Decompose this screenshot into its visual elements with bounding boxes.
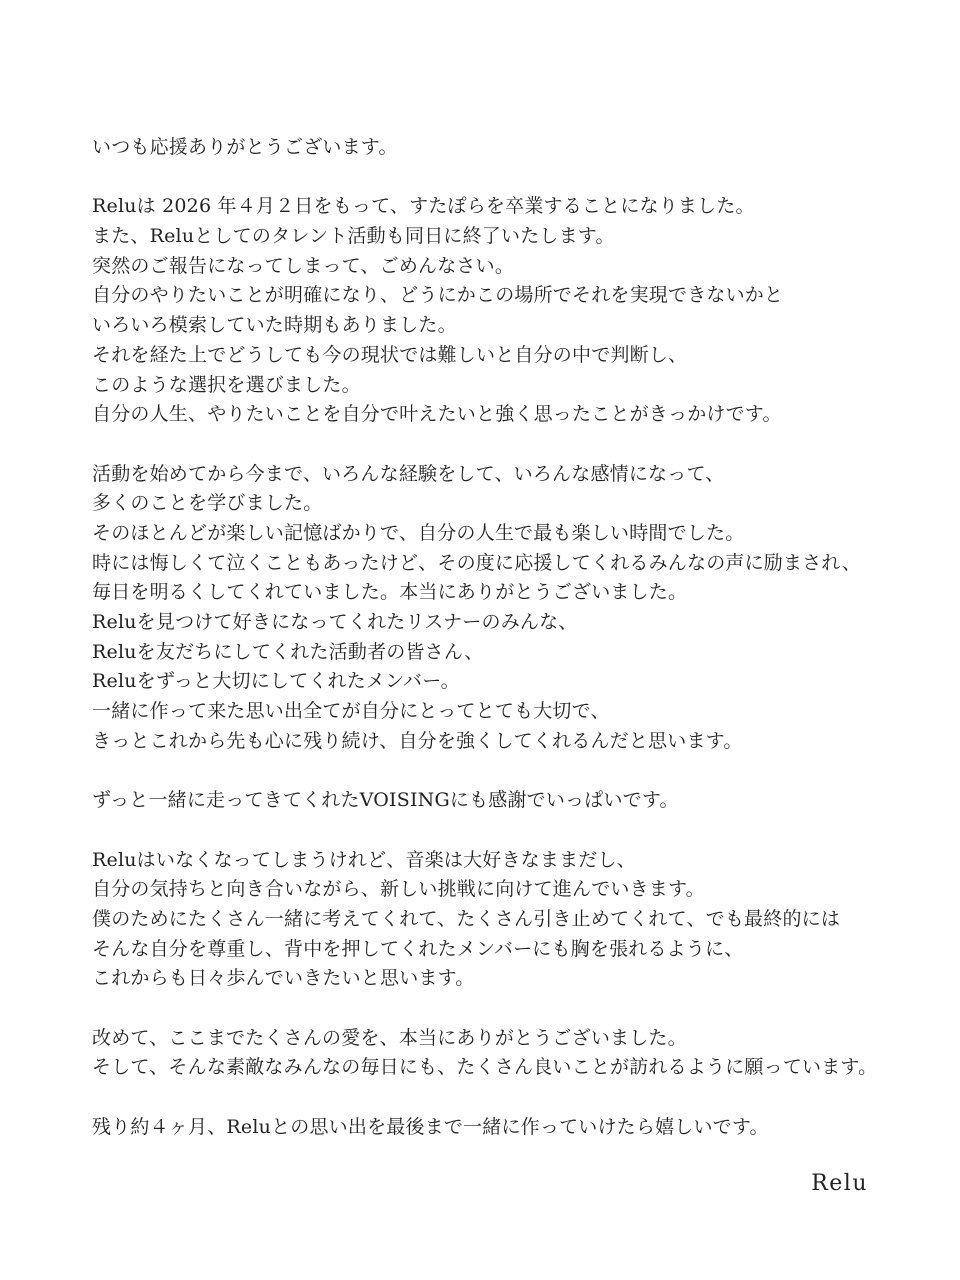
letter-line: そして、そんな素敵なみんなの毎日にも、たくさん良いことが訪れるように願っています。 (92, 1056, 878, 1079)
letter-line: そんな自分を尊重し、背中を押してくれたメンバーにも胸を張れるように、 (92, 937, 744, 960)
letter-line: 残り約４ヶ月、Reluとの思い出を最後まで一緒に作っていけたら嬉しいです。 (92, 1115, 769, 1138)
signature: Relu (811, 1171, 868, 1196)
letter-line: 一緒に作って来た思い出全てが自分にとってとても大切で、 (92, 700, 610, 723)
letter-body (92, 133, 912, 1142)
letter-line: このような選択を選びました。 (92, 373, 361, 396)
letter-line: それを経た上でどうしても今の現状では難しいと自分の中で判断し、 (92, 343, 688, 366)
letter-line: これからも日々歩んでいきたいと思います。 (92, 967, 475, 990)
letter-line: いつも応援ありがとうございます。 (92, 136, 398, 158)
letter-line: 自分のやりたいことが明確になり、どうにかこの場所でそれを実現できないかと (92, 284, 784, 307)
paragraph-announcement (92, 192, 912, 430)
letter-line: 多くのことを学びました。 (92, 492, 323, 515)
paragraph-gratitude (92, 1024, 912, 1083)
paragraph-closing (92, 1113, 912, 1143)
letter-line: 時には悔しくて泣くこともあったけど、その度に応援してくれるみんなの声に励まされ、 (92, 551, 861, 574)
paragraph-greeting (92, 133, 912, 163)
letter-line: 毎日を明るくしてくれていました。本当にありがとうございました。 (92, 581, 688, 604)
letter-line: 自分の気持ちと向き合いながら、新しい挑戦に向けて進んでいきます。 (92, 878, 705, 901)
letter-line: ずっと一緒に走ってきてくれたVOISINGにも感謝でいっぱいです。 (92, 789, 679, 812)
paragraph-memories (92, 460, 912, 757)
letter-line: きっとこれから先も心に残り続け、自分を強くしてくれるんだと思います。 (92, 729, 743, 752)
letter-line: Reluを見つけて好きになってくれたリスナーのみんな、 (92, 611, 578, 633)
letter-line: 改めて、ここまでたくさんの愛を、本当にありがとうございました。 (92, 1026, 687, 1049)
letter-line: 自分の人生、やりたいことを自分で叶えたいと強く思ったことがきっかけです。 (92, 403, 782, 426)
letter-line: また、Reluとしてのタレント活動も同日に終了いたします。 (92, 225, 615, 248)
letter-line: Reluは 2026 年４月２日をもって、すたぽらを卒業することになりました。 (92, 195, 755, 218)
letter-line: Reluをずっと大切にしてくれたメンバー。 (92, 670, 460, 693)
letter-line: 活動を始めてから今まで、いろんな経験をして、いろんな感情になって、 (92, 462, 725, 485)
letter-line: Reluはいなくなってしまうけれど、音楽は大好きなままだし、 (92, 848, 636, 871)
letter-line: 僕のためにたくさん一緒に考えてくれて、たくさん引き止めてくれて、でも最終的には (92, 907, 841, 930)
paragraph-voising-thanks (92, 786, 912, 816)
letter-line: いろいろ模索していた時期もありました。 (92, 314, 457, 337)
letter-line: 突然のご報告になってしまって、ごめんなさい。 (92, 254, 515, 277)
paragraph-future (92, 846, 912, 994)
letter-line: そのほとんどが楽しい記憶ばかりで、自分の人生で最も楽しい時間でした。 (92, 521, 745, 544)
letter-line: Reluを友だちにしてくれた活動者の皆さん、 (92, 640, 484, 663)
